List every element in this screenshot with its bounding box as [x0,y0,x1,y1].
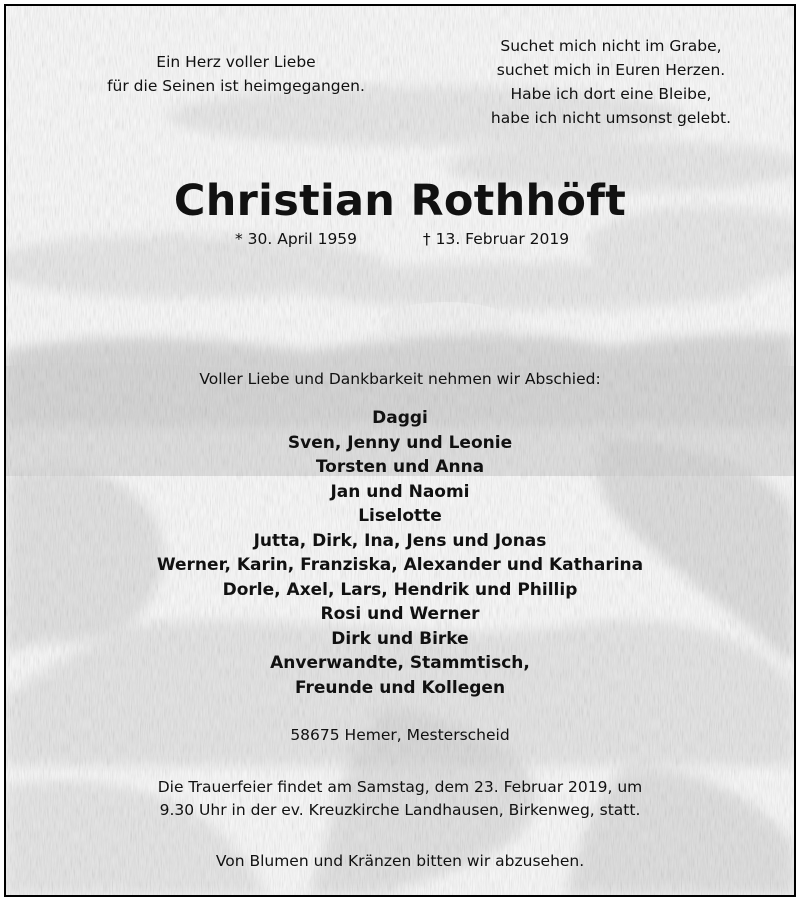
mourner-line: Dorle, Axel, Lars, Hendrik und Phillip [222,579,578,600]
verse-right-line: suchet mich in Euren Herzen. [496,61,726,79]
verse-left-line: für die Seinen ist heimgegangen. [107,77,365,95]
verse-left-line: Ein Herz voller Liebe [156,53,316,71]
funeral-service-info [6,776,794,822]
mourner-line: Jutta, Dirk, Ina, Jens und Jonas [253,530,547,551]
mourners-list [6,406,794,700]
location: 58675 Hemer, Mesterscheid [290,726,510,744]
mourner-line: Werner, Karin, Franziska, Alexander und Katharina [156,555,644,575]
death-date: † 13. Februar 2019 [422,230,570,248]
verse-right-line: Habe ich dort eine Bleibe, [510,85,712,103]
service-line: 9.30 Uhr in der ev. Kreuzkirche Landhausen, Birkenweg, statt. [159,801,641,819]
mourner-line: Freunde und Kollegen [294,677,506,698]
verse-right-line: Suchet mich nicht im Grabe, [500,37,722,55]
mourner-line: Rosi und Werner [320,604,480,624]
mourner-line: Anverwandte, Stammtisch, [270,653,530,673]
verse-right-line: habe ich nicht umsonst gelebt. [490,109,732,127]
verse-right [446,34,776,130]
obituary-notice [4,4,796,897]
mourner-line: Daggi [372,408,428,428]
mourner-line: Torsten und Anna [315,457,485,477]
deceased-name: Christian Rothhöft [173,176,627,226]
flowers-request: Von Blumen und Kränzen bitten wir abzusehen. [215,852,585,870]
birth-date: * 30. April 1959 [234,230,358,248]
service-line: Die Trauerfeier findet am Samstag, dem 23. Februar 2019, um [157,778,643,796]
farewell-intro: Voller Liebe und Dankbarkeit nehmen wir Abschied: [199,370,601,388]
mourner-line: Sven, Jenny und Leonie [287,432,513,453]
mourner-line: Dirk und Birke [331,628,469,649]
mourner-line: Jan und Naomi [330,481,470,502]
verse-left [86,50,386,98]
mourner-line: Liselotte [358,506,442,526]
